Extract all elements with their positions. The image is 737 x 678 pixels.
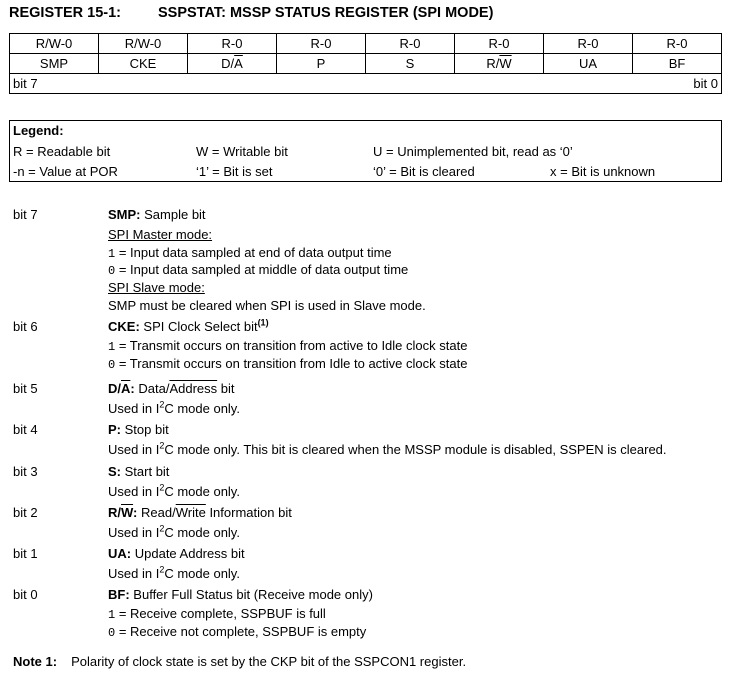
access-cell: R-0	[188, 34, 277, 54]
description-line: Used in $I^2C$ mode only.	[108, 399, 240, 416]
legend-unknown: x = Bit is unknown	[550, 164, 656, 179]
bit-title: P: Stop bit	[108, 422, 169, 437]
bit-name-cell: $R/\overline{W}$	[455, 54, 544, 74]
option-line: 0 = Transmit occurs on transition from Idle to active clock state	[108, 356, 468, 372]
register-name: SSPSTAT: MSSP STATUS REGISTER (SPI MODE)	[158, 5, 494, 21]
bit-title: CKE: SPI Clock Select bit$^{(1)}$	[108, 317, 269, 334]
bit-number: bit 5	[13, 381, 38, 396]
legend-unimplemented: U = Unimplemented bit, read as ‘0’	[373, 144, 573, 159]
access-cell: R-0	[455, 34, 544, 54]
register-number: REGISTER 15-1:	[9, 5, 121, 21]
bit-number: bit 0	[13, 587, 38, 602]
legend-title: Legend:	[13, 123, 64, 138]
bit-low-label: bit 0	[693, 76, 718, 91]
description-line: Used in $I^2C$ mode only.	[108, 523, 240, 540]
footnote	[13, 654, 466, 669]
bit-name-row	[10, 54, 722, 74]
option-line: 1 = Receive complete, SSPBUF is full	[108, 606, 326, 622]
access-cell: R-0	[633, 34, 722, 54]
legend-cleared: ‘0’ = Bit is cleared	[373, 164, 475, 179]
legend-box	[9, 120, 722, 182]
description-line: Used in $I^2C$ mode only. This bit is cleared when the MSSP module is disabled, SSPEN is cleared.	[108, 440, 667, 457]
bit-number: bit 4	[13, 422, 38, 437]
bit-number: bit 3	[13, 464, 38, 479]
option-line: 1 = Transmit occurs on transition from active to Idle clock state	[108, 338, 468, 354]
bit-title: SMP: Sample bit	[108, 207, 206, 222]
bit-name-cell: BF	[633, 54, 722, 74]
bit-name-cell: P	[277, 54, 366, 74]
description-line: Used in $I^2C$ mode only.	[108, 564, 240, 581]
mode-heading: SPI Master mode:	[108, 227, 213, 242]
bit-high-label: bit 7	[13, 76, 38, 91]
bit-title: UA: Update Address bit	[108, 546, 245, 561]
mode-heading: SPI Slave mode:	[108, 280, 205, 295]
description-line: Used in $I^2C$ mode only.	[108, 482, 240, 499]
legend-set: ‘1’ = Bit is set	[196, 164, 273, 179]
bit-order-cell	[10, 74, 722, 94]
bit-order-row	[10, 74, 722, 94]
option-line: 0 = Input data sampled at middle of data output time	[108, 262, 409, 278]
access-cell: R-0	[277, 34, 366, 54]
bit-name-cell: UA	[544, 54, 633, 74]
access-cell: R-0	[366, 34, 455, 54]
legend-readable: R = Readable bit	[13, 144, 111, 159]
legend-writable: W = Writable bit	[196, 144, 288, 159]
bit-name-cell: CKE	[99, 54, 188, 74]
bit-title: $R/\overline{W}$: Read/Write Information bit	[108, 505, 292, 520]
bit-number: bit 7	[13, 207, 38, 222]
register-bit-table	[9, 33, 722, 94]
bit-name-cell: SMP	[10, 54, 99, 74]
bit-name-cell: S	[366, 54, 455, 74]
access-cell: R/W-0	[10, 34, 99, 54]
legend-por: -n = Value at POR	[13, 164, 118, 179]
description-line: SMP must be cleared when SPI is used in Slave mode.	[108, 298, 426, 313]
footnote-label: Note 1:	[13, 654, 58, 669]
bit-number: bit 6	[13, 319, 38, 334]
footnote-text: Polarity of clock state is set by the CKP bit of the SSPCON1 register.	[71, 654, 467, 669]
bit-title: $D/\overline{A}$: Data/Address bit	[108, 381, 235, 396]
access-cell: R-0	[544, 34, 633, 54]
register-title	[9, 5, 493, 21]
access-row	[10, 34, 722, 54]
bit-title: S: Start bit	[108, 464, 170, 479]
option-line: 0 = Receive not complete, SSPBUF is empty	[108, 624, 367, 640]
access-cell: R/W-0	[99, 34, 188, 54]
option-line: 1 = Input data sampled at end of data output time	[108, 245, 392, 261]
bit-title: BF: Buffer Full Status bit (Receive mode only)	[108, 587, 373, 602]
bit-number: bit 2	[13, 505, 38, 520]
bit-name-cell: $D/\overline{A}$	[188, 54, 277, 74]
bit-number: bit 1	[13, 546, 38, 561]
